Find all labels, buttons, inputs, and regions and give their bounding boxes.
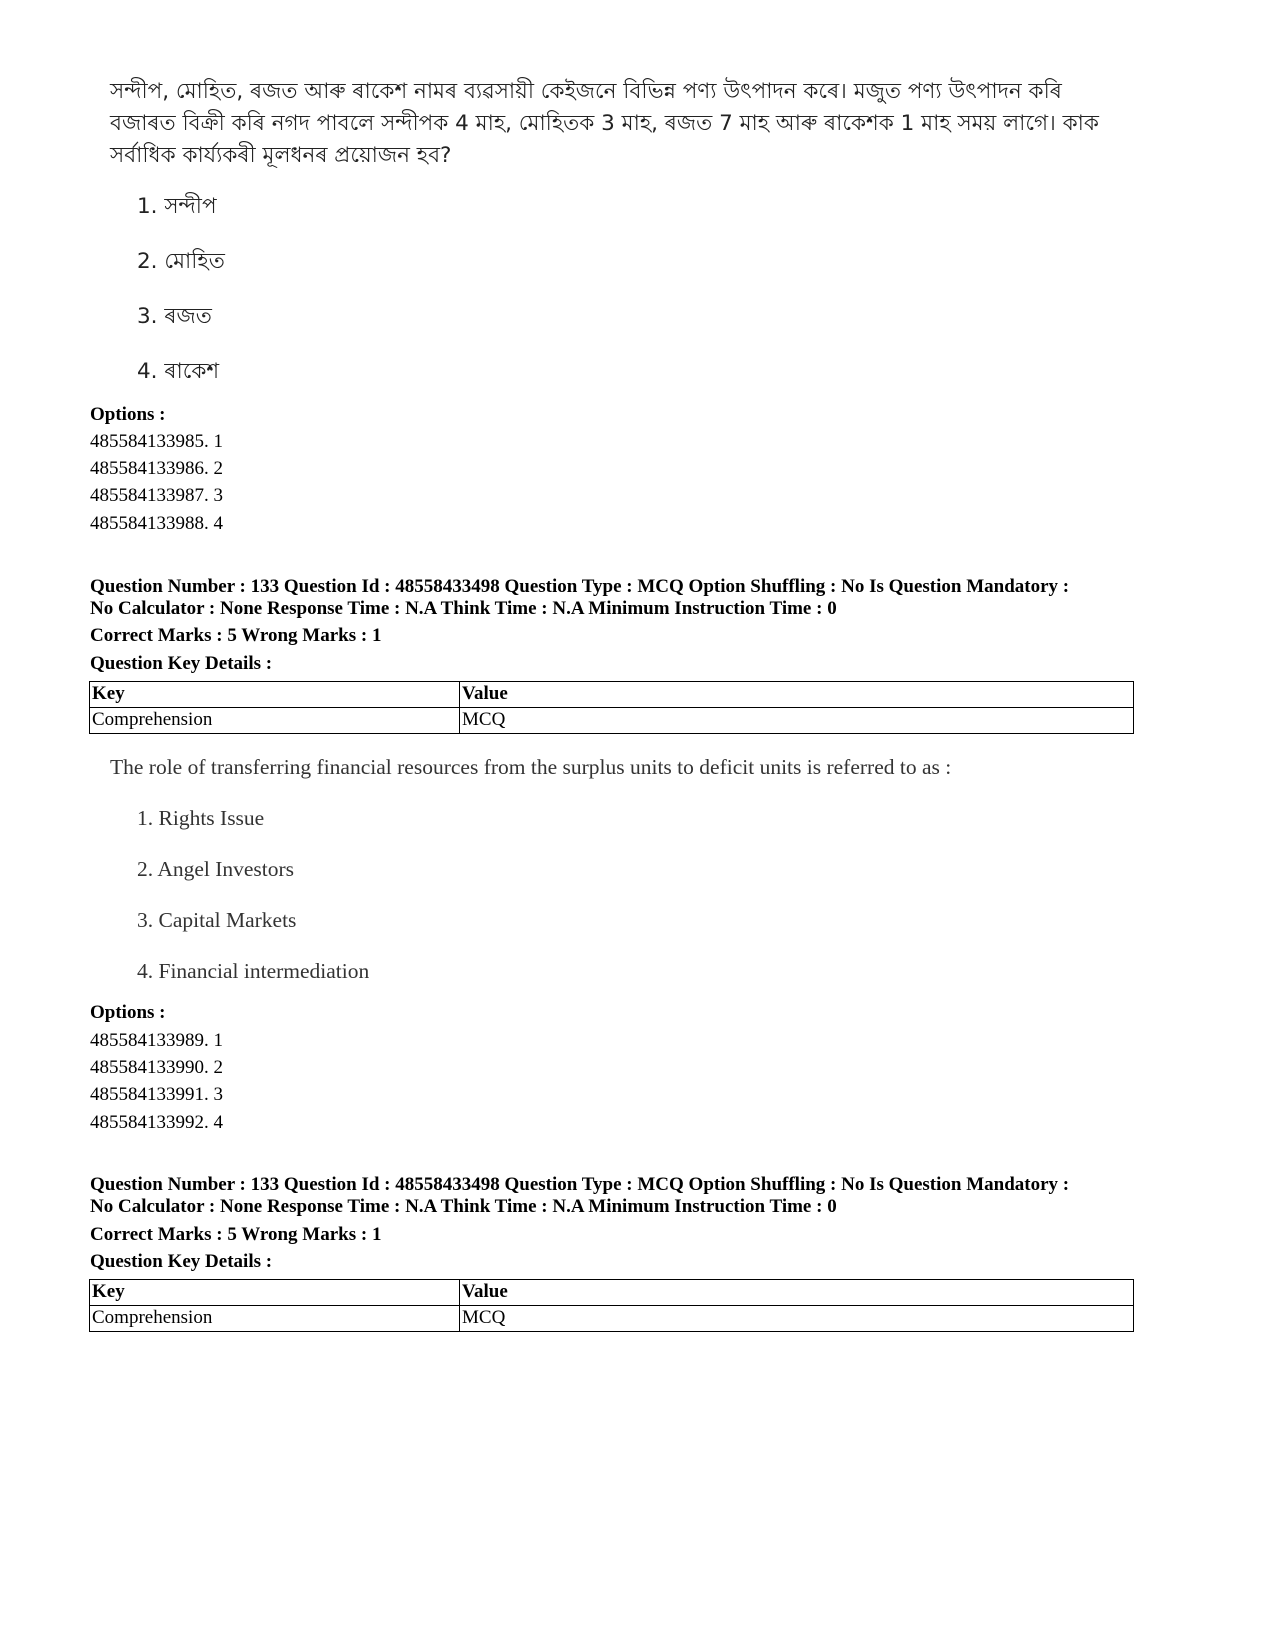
question-text-assamese: সন্দীপ, মোহিত, ৰজত আৰু ৰাকেশ নামৰ ব্যৱসায়ী কেইজনে বিভিন্ন পণ্য উৎপাদন কৰে। মজুত পণ্য উৎপাদন কৰি বজাৰত বিক্ৰী কৰি নগদ পাবলে সন্দীপক 4 মাহ, মোহিতক 3 মাহ, ৰজত 7 মাহ আৰু ৰাকেশক 1 মাহ সময় লাগে। কাক সৰ্বাধিক কাৰ্য্যকৰী মূলধনৰ প্ৰয়োজন হব?: [110, 79, 1099, 168]
option-id-2: 485584133990. 2: [90, 1057, 223, 1078]
option-id-3: 485584133991. 3: [90, 1084, 223, 1105]
options-label: Options :: [90, 1002, 166, 1023]
question-meta-line-2: No Calculator : None Response Time : N.A Think Time : N.A Minimum Instruction Time : 0: [90, 598, 837, 619]
question-key-table: [89, 681, 1134, 734]
table-header-key: Key: [90, 1280, 460, 1306]
question-key-details-label: Question Key Details :: [90, 1251, 273, 1272]
choice-4: 4. Financial intermediation: [137, 959, 370, 983]
option-id-1: 485584133989. 1: [90, 1030, 223, 1051]
table-header-value: Value: [460, 1280, 1134, 1306]
option-id-1: 485584133985. 1: [90, 431, 223, 452]
option-id-4: 485584133988. 4: [90, 513, 223, 534]
table-row: [90, 708, 1134, 734]
choice-4: 4. ৰাকেশ: [137, 359, 220, 384]
option-id-3: 485584133987. 3: [90, 485, 223, 506]
options-label: Options :: [90, 404, 166, 425]
question-marks: Correct Marks : 5 Wrong Marks : 1: [90, 1224, 382, 1245]
table-cell-key: Comprehension: [90, 1306, 460, 1332]
table-cell-key: Comprehension: [90, 708, 460, 734]
table-cell-value: MCQ: [460, 1306, 1134, 1332]
question-marks: Correct Marks : 5 Wrong Marks : 1: [90, 625, 382, 646]
choice-3: 3. Capital Markets: [137, 908, 297, 932]
table-header-row: [90, 682, 1134, 708]
table-row: [90, 1306, 1134, 1332]
table-cell-value: MCQ: [460, 708, 1134, 734]
table-header-value: Value: [460, 682, 1134, 708]
question-key-table: [89, 1279, 1134, 1332]
question-meta-line-1: Question Number : 133 Question Id : 48558433498 Question Type : MCQ Option Shuffling : No Is Question Mandatory :: [90, 576, 1070, 597]
choice-1: 1. সন্দীপ: [137, 194, 217, 219]
table-header-key: Key: [90, 682, 460, 708]
question-meta-line-2: No Calculator : None Response Time : N.A Think Time : N.A Minimum Instruction Time : 0: [90, 1196, 837, 1217]
question-key-details-label: Question Key Details :: [90, 653, 273, 674]
option-id-4: 485584133992. 4: [90, 1112, 223, 1133]
question-text-english: The role of transferring financial resources from the surplus units to deficit units is referred to as :: [110, 755, 952, 779]
option-id-2: 485584133986. 2: [90, 458, 223, 479]
table-header-row: [90, 1280, 1134, 1306]
question-meta-line-1: Question Number : 133 Question Id : 48558433498 Question Type : MCQ Option Shuffling : No Is Question Mandatory :: [90, 1174, 1070, 1195]
choice-1: 1. Rights Issue: [137, 806, 265, 830]
choice-2: 2. মোহিত: [137, 249, 225, 274]
choice-2: 2. Angel Investors: [137, 857, 295, 881]
choice-3: 3. ৰজত: [137, 304, 212, 329]
